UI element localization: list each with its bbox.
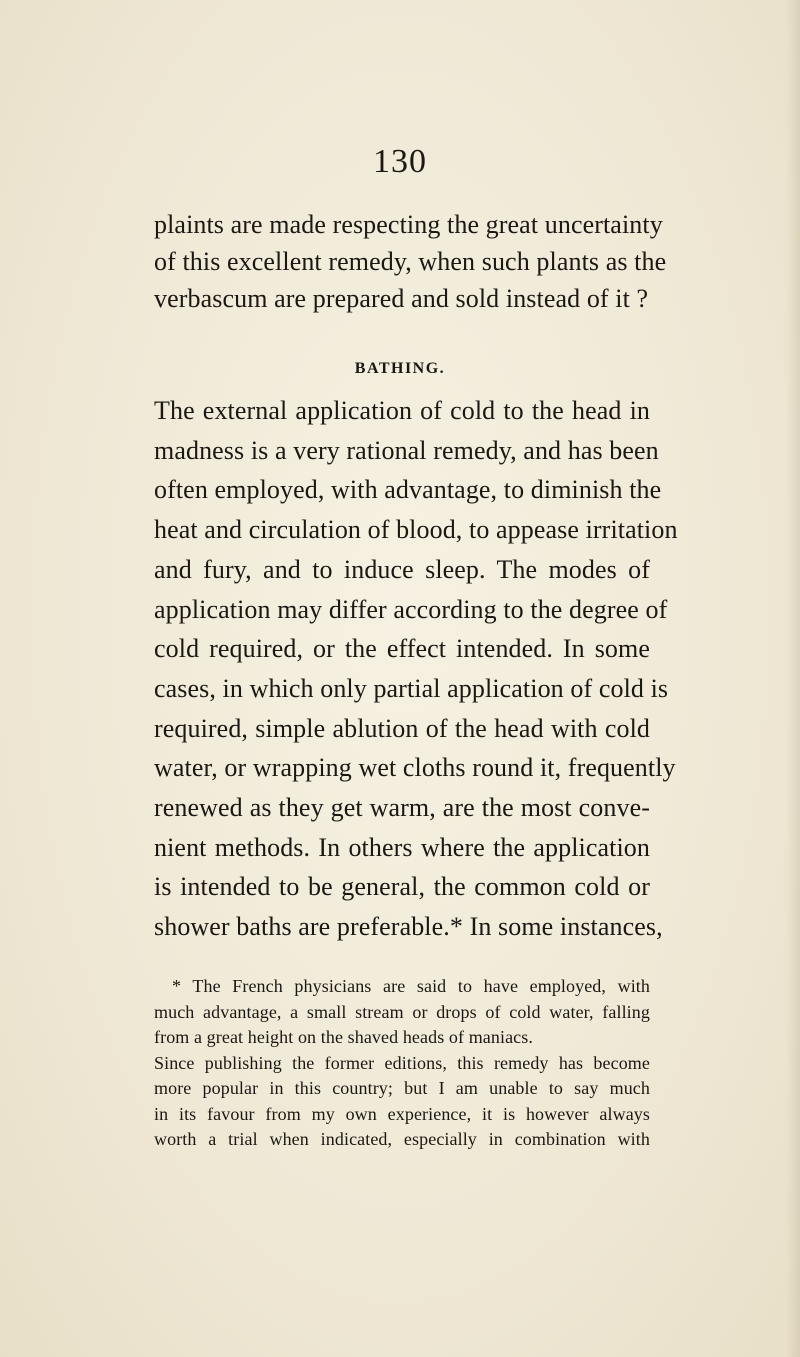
text-line: heat and circulation of blood, to appease irritation: [154, 515, 678, 545]
footnote: [154, 974, 650, 1153]
page-edge-shadow: [786, 0, 800, 1357]
section-heading: BATHING.: [354, 360, 446, 377]
text-line: water, or wrapping wet cloths round it, frequently: [154, 753, 676, 783]
footnote-line: in its favour from my own experience, it is however always: [154, 1103, 650, 1124]
text-line: plaints are made respecting the great uncertainty: [154, 210, 663, 239]
main-paragraph: [154, 391, 678, 947]
text-line: required, simple ablution of the head with cold: [154, 713, 650, 743]
footnote-line: Since publishing the former editions, this remedy has become: [154, 1052, 650, 1073]
page-number: 130: [373, 143, 427, 180]
opening-paragraph: [154, 206, 667, 317]
text-line: and fury, and to induce sleep. The modes of: [154, 554, 650, 584]
text-line: cold required, or the effect intended. In some: [154, 634, 650, 664]
text-line: The external application of cold to the head in: [154, 396, 650, 425]
footnote-line: more popular in this country; but I am unable to say much: [154, 1078, 650, 1098]
text-line: often employed, with advantage, to diminish the: [154, 475, 662, 505]
text-line: is intended to be general, the common cold or: [154, 872, 650, 902]
footnote-line: * The French physicians are said to have employed, with: [172, 976, 650, 996]
text-line: shower baths are preferable.* In some instances,: [154, 912, 663, 942]
footnote-line: worth a trial when indicated, especially in combination with: [154, 1129, 650, 1149]
text-line: application may differ according to the degree of: [154, 594, 668, 624]
text-line: verbascum are prepared and sold instead of it ?: [154, 284, 649, 313]
text-line: renewed as they get warm, are the most conve-: [154, 793, 650, 823]
text-line: cases, in which only partial application of cold is: [154, 673, 669, 703]
text-line: madness is a very rational remedy, and has been: [154, 435, 659, 465]
footnote-line: from a great height on the shaved heads of maniacs.: [154, 1027, 533, 1047]
footnote-line: much advantage, a small stream or drops of cold water, falling: [154, 1001, 650, 1022]
text-line: nient methods. In others where the application: [154, 832, 650, 862]
text-line: of this excellent remedy, when such plants as the: [154, 247, 667, 276]
